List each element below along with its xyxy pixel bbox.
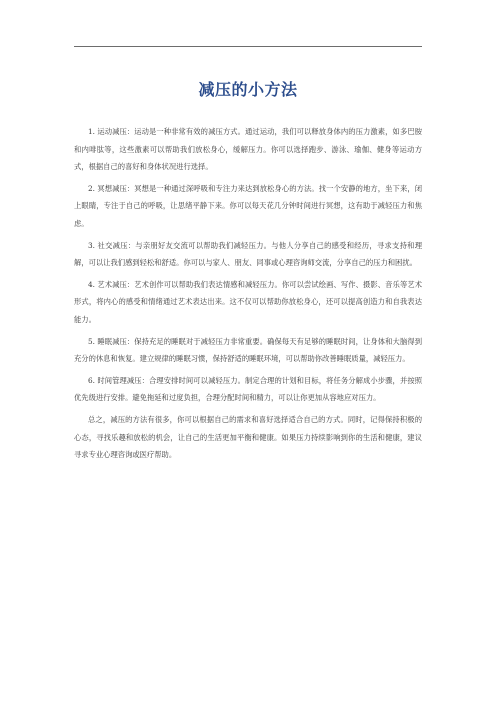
paragraph-meditation: 2. 冥想减压：冥想是一种通过深呼吸和专注力来达到放松身心的方法。找一个安静的地方，坐下来，闭上眼睛，专注于自己的呼吸，让思绪平静下来。你可以每天花几分钟时间进行冥想，这有助于减轻压力和焦虑。	[74, 183, 422, 228]
paragraph-social: 3. 社交减压：与亲朋好友交流可以帮助我们减轻压力。与他人分享自己的感受和经历，寻求支持和理解，可以让我们感到轻松和舒适。你可以与家人、朋友、同事或心理咨询师交流，分享自己的压力和困扰。	[74, 240, 422, 268]
paragraph-summary: 总之，减压的方法有很多，你可以根据自己的需求和喜好选择适合自己的方式。同时，记得保持积极的心态，寻找乐趣和放松的机会，让自己的生活更加平衡和健康。如果压力持续影响到你的生活和健康，建议寻求专业心理咨询或医疗帮助。	[74, 414, 422, 460]
document-title: 减压的小方法	[198, 80, 298, 99]
document-body	[74, 123, 422, 468]
paragraph-sleep: 5. 睡眠减压：保持充足的睡眠对于减轻压力非常重要。确保每天有足够的睡眠时间，让身体和大脑得到充分的休息和恢复。建立规律的睡眠习惯，保持舒适的睡眠环境，可以帮助你改善睡眠质量，减轻压力。	[74, 336, 422, 364]
paragraph-time-management: 6. 时间管理减压：合理安排时间可以减轻压力。制定合理的计划和目标，将任务分解成小步骤，并按照优先级进行安排。避免拖延和过度负担，合理分配时间和精力，可以让你更加从容地应对压力。	[74, 375, 422, 403]
paragraph-art: 4. 艺术减压：艺术创作可以帮助我们表达情感和减轻压力。你可以尝试绘画、写作、摄影、音乐等艺术形式，将内心的感受和情绪通过艺术表达出来。这不仅可以帮助你放松身心，还可以提高创造力和自我表达能力。	[74, 279, 422, 324]
paragraph-exercise: 1. 运动减压：运动是一种非常有效的减压方式。通过运动，我们可以释放身体内的压力激素，如多巴胺和内啡肽等，这些激素可以帮助我们放松身心，缓解压力。你可以选择跑步、游泳、瑜伽、健身等运动方式，根据自己的喜好和身体状况进行选择。	[74, 127, 422, 172]
header-rule	[74, 46, 422, 47]
